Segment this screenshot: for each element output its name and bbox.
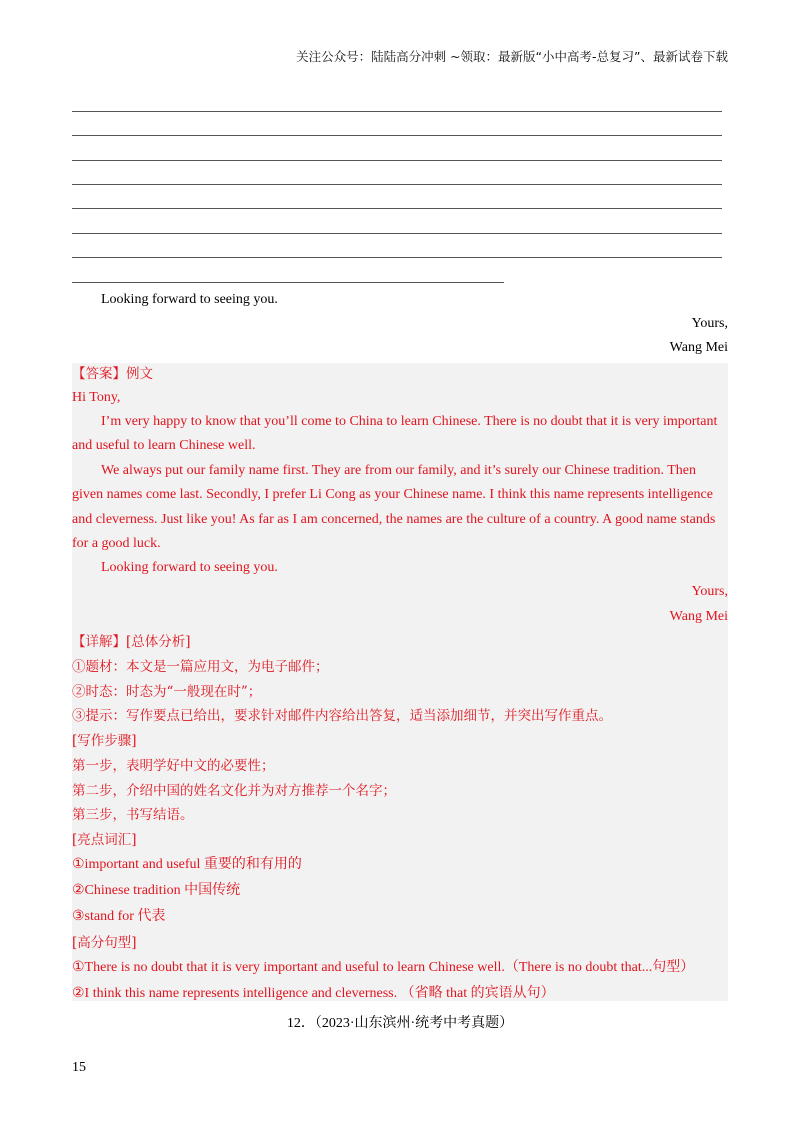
vocab-item: ③stand for 代表 bbox=[72, 909, 166, 924]
closing-yours: Yours, bbox=[691, 316, 728, 331]
writing-line bbox=[72, 282, 504, 283]
vocab-item: ②Chinese tradition 中国传统 bbox=[72, 883, 241, 898]
page-number: 15 bbox=[72, 1060, 86, 1075]
writing-line bbox=[72, 160, 722, 161]
writing-line bbox=[72, 233, 722, 234]
closing-name: Wang Mei bbox=[669, 340, 728, 355]
analysis-item: ③提示：写作要点已给出，要求针对邮件内容给出答复，适当添加细节，并突出写作重点。 bbox=[72, 708, 612, 724]
writing-line bbox=[72, 184, 722, 185]
answer-paragraph: We always put our family name first. They are from our family, and it’s surely our Chinese tradition. Then bbox=[101, 463, 697, 478]
writing-line bbox=[72, 111, 722, 112]
answer-paragraph: and useful to learn Chinese well. bbox=[72, 438, 256, 453]
next-question-title: 12．（2023·山东滨州·统考中考真题） bbox=[286, 1016, 514, 1031]
answer-yours: Yours, bbox=[691, 584, 728, 599]
analysis-item: ①题材：本文是一篇应用文，为电子邮件； bbox=[72, 659, 329, 675]
sentences-label: [高分句型] bbox=[72, 935, 137, 951]
writing-line bbox=[72, 257, 722, 258]
answer-paragraph: I’m very happy to know that you’ll come to China to learn Chinese. There is no doubt that it is very important bbox=[101, 414, 718, 429]
answer-paragraph: for a good luck. bbox=[72, 536, 161, 551]
writing-line bbox=[72, 208, 722, 209]
steps-label: [写作步骤] bbox=[72, 733, 137, 749]
answer-paragraph: given names come last. Secondly, I prefer Li Cong as your Chinese name. I think this name represents intelligence bbox=[72, 487, 713, 502]
page-header: 关注公众号：陆陆高分冲刺 ~领取：最新版“小中高考-总复习”、最新试卷下载 bbox=[296, 49, 728, 64]
sentence-item: ①There is no doubt that it is very important and useful to learn Chinese well.（There is no doubt that...句型） bbox=[72, 960, 695, 975]
answer-closing: Looking forward to seeing you. bbox=[101, 560, 278, 575]
analysis-item: ②时态：时态为“一般现在时”； bbox=[72, 684, 262, 700]
closing-line: Looking forward to seeing you. bbox=[101, 292, 278, 307]
step-item: 第二步，介绍中国的姓名文化并为对方推荐一个名字； bbox=[72, 783, 396, 799]
step-item: 第三步，书写结语。 bbox=[72, 807, 194, 823]
analysis-label: 【详解】[总体分析] bbox=[72, 634, 191, 650]
vocab-label: [亮点词汇] bbox=[72, 832, 137, 848]
vocab-item: ①important and useful 重要的和有用的 bbox=[72, 857, 302, 872]
answer-paragraph: and cleverness. Just like you! As far as I am concerned, the names are the culture of a country. A good name stands bbox=[72, 512, 716, 527]
answer-name: Wang Mei bbox=[669, 609, 728, 624]
step-item: 第一步，表明学好中文的必要性； bbox=[72, 758, 275, 774]
answer-label: 【答案】例文 bbox=[72, 366, 153, 382]
writing-line bbox=[72, 135, 722, 136]
answer-greeting: Hi Tony, bbox=[72, 390, 121, 405]
sentence-item: ②I think this name represents intelligence and cleverness. （省略 that 的宾语从句） bbox=[72, 986, 555, 1001]
